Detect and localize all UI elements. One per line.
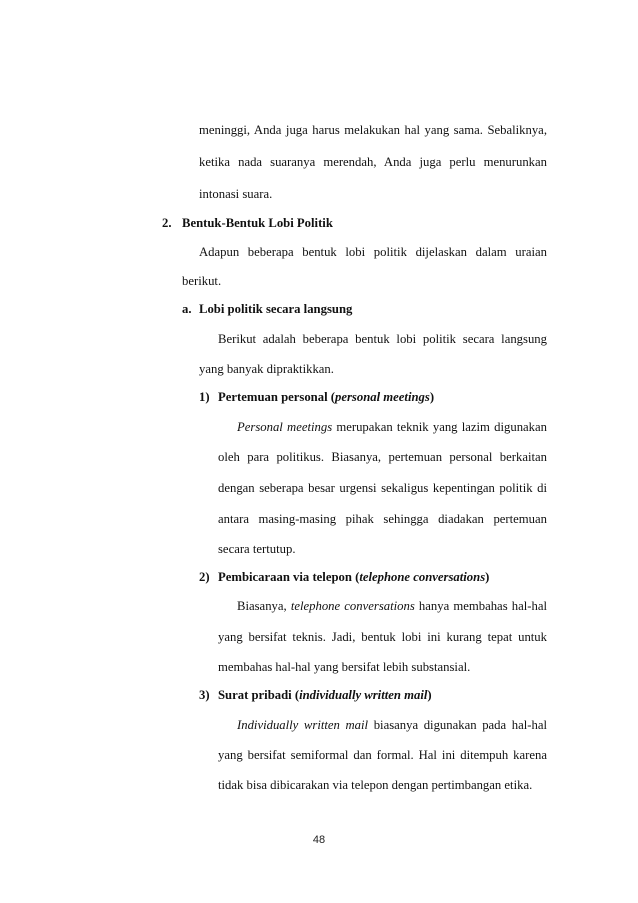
paragraph-line: secara tertutup. xyxy=(218,542,296,556)
paragraph-line: dengan seberapa besar urgensi sekaligus kepentingan politik di xyxy=(218,481,547,495)
subsection-heading: Lobi politik secara langsung xyxy=(199,302,353,316)
paragraph-line: yang banyak dipraktikkan. xyxy=(199,362,334,376)
paragraph-line: Personal meetings merupakan teknik yang lazim digunakan xyxy=(237,420,547,434)
paragraph-line: oleh para politikus. Biasanya, pertemuan personal berkaitan xyxy=(218,450,547,464)
paragraph-line: Individually written mail biasanya digunakan pada hal-hal xyxy=(237,718,547,732)
subsection-letter: a. xyxy=(182,302,192,316)
paragraph-line: antara masing-masing pihak sehingga diadakan pertemuan xyxy=(218,512,547,526)
paragraph-line: meninggi, Anda juga harus melakukan hal yang sama. Sebaliknya, xyxy=(199,123,547,137)
paragraph-line: yang bersifat teknis. Jadi, bentuk lobi ini kurang tepat untuk xyxy=(218,630,547,644)
paragraph-line: intonasi suara. xyxy=(199,187,273,201)
paragraph-line: membahas hal-hal yang bersifat lebih substansial. xyxy=(218,660,471,674)
page-number: 48 xyxy=(312,834,326,846)
paragraph-line: berikut. xyxy=(182,274,222,288)
paragraph-line: Biasanya, telephone conversations hanya membahas hal-hal xyxy=(237,599,547,613)
item-heading: Surat pribadi (individually written mail) xyxy=(218,688,432,702)
paragraph-line: Berikut adalah beberapa bentuk lobi politik secara langsung xyxy=(218,332,547,346)
item-number: 1) xyxy=(199,390,210,404)
item-number: 3) xyxy=(199,688,210,702)
paragraph-line: tidak bisa dibicarakan via telepon dengan pertimbangan etika. xyxy=(218,778,533,792)
section-number: 2. xyxy=(162,216,172,230)
item-number: 2) xyxy=(199,570,210,584)
section-heading: Bentuk-Bentuk Lobi Politik xyxy=(182,216,333,230)
item-heading: Pembicaraan via telepon (telephone conversations) xyxy=(218,570,490,584)
paragraph-line: ketika nada suaranya merendah, Anda juga perlu menurunkan xyxy=(199,155,547,169)
paragraph-line: Adapun beberapa bentuk lobi politik dijelaskan dalam uraian xyxy=(199,245,547,259)
item-heading: Pertemuan personal (personal meetings) xyxy=(218,390,435,404)
paragraph-line: yang bersifat semiformal dan formal. Hal ini ditempuh karena xyxy=(218,748,547,762)
